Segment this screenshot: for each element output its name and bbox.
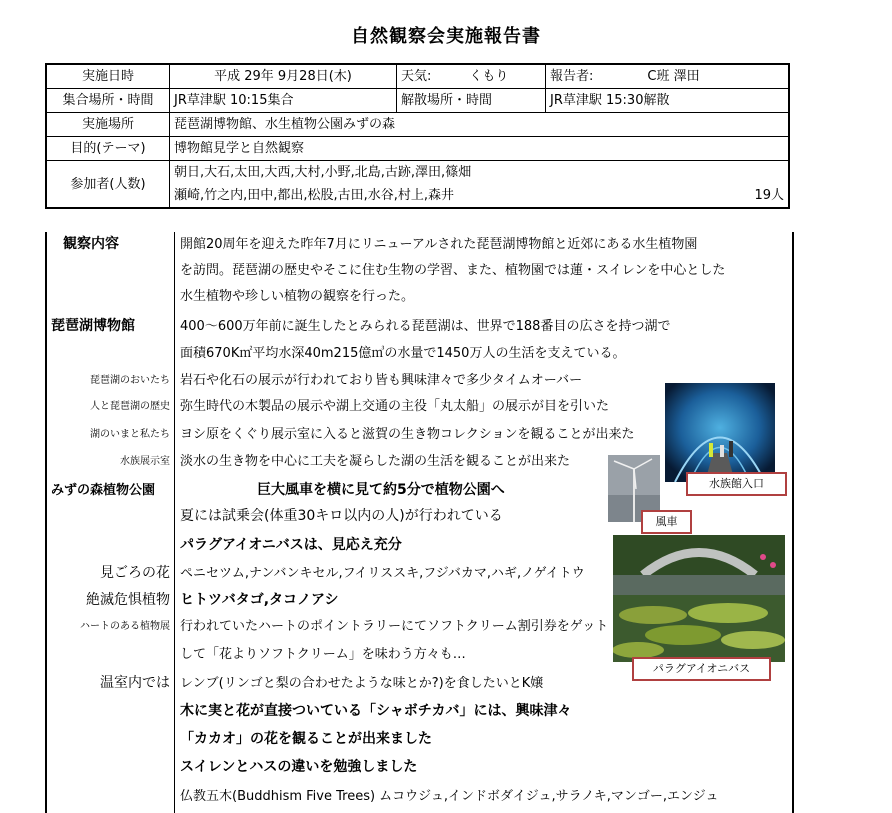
windmill-caption: 風車 bbox=[641, 510, 692, 534]
weather-cell bbox=[397, 64, 546, 89]
page-title: 自然観察会実施報告書 bbox=[351, 26, 541, 47]
lotus-caption: パラグアイオニバス bbox=[632, 657, 771, 681]
weather-value: くもり bbox=[469, 69, 509, 84]
exhibit-2-text: 弥生時代の木製品の展示や湖上交通の主役「丸太船」の展示が目を引いた bbox=[180, 399, 610, 414]
park-line-3: パラグアイオニバスは、見応え充分 bbox=[180, 537, 402, 553]
date-value: 平成 29年 9月28日(木) bbox=[170, 64, 397, 89]
dismiss-value: JR草津駅 15:30解散 bbox=[546, 89, 790, 113]
intro-line-3: 水生植物や珍しい植物の観察を行った。 bbox=[180, 289, 415, 304]
greenhouse-line-5: 仏教五木(Buddhism Five Trees) ムコウジュ,インドボダイジュ,サラノキ,マンゴー,エンジュ bbox=[180, 789, 719, 804]
aquarium-caption: 水族館入口 bbox=[686, 472, 787, 496]
heart-line-1: 行われていたハートのポイントラリーにてソフトクリーム割引券をゲット bbox=[180, 619, 609, 634]
participants-line-1: 朝日,大石,太田,大西,大村,小野,北島,古跡,澤田,篠畑 bbox=[174, 165, 472, 180]
participants-line-2: 瀬崎,竹之内,田中,都出,松股,古田,水谷,村上,森井 bbox=[174, 188, 455, 203]
place-label: 実施場所 bbox=[46, 113, 170, 137]
observation-label: 観察内容 bbox=[63, 236, 119, 252]
participants-label: 参加者(人数) bbox=[46, 161, 170, 209]
intro-line-2: を訪問。琵琶湖の歴史やそこに住む生物の学習、また、植物園では蓮・スイレンを中心とした bbox=[180, 263, 726, 278]
reporter-cell bbox=[546, 64, 790, 89]
exhibit-1-label: 琵琶湖のおいたち bbox=[90, 375, 170, 386]
report-header-table bbox=[45, 63, 790, 209]
participants-cell bbox=[170, 161, 790, 209]
aquarium-photo bbox=[665, 383, 775, 482]
meet-label: 集合場所・時間 bbox=[46, 89, 170, 113]
exhibit-3-label: 湖のいまと私たち bbox=[90, 429, 170, 440]
greenhouse-label: 温室内では bbox=[100, 675, 170, 691]
heart-line-2: して「花よりソフトクリーム」を味わう方々も… bbox=[180, 647, 466, 662]
exhibit-3-text: ヨシ原をくぐり展示室に入ると滋賀の生き物コレクションを観ることが出来た bbox=[180, 427, 635, 442]
weather-label: 天気: bbox=[401, 69, 432, 84]
date-label: 実施日時 bbox=[46, 64, 170, 89]
heart-label: ハートのある植物展 bbox=[80, 621, 170, 632]
lotus-photo bbox=[613, 535, 785, 662]
greenhouse-line-1: レンブ(リンゴと梨の合わせたような味とか?)を食したいとK嬢 bbox=[180, 676, 544, 691]
flower-label: 見ごろの花 bbox=[100, 565, 170, 581]
endangered-label: 絶滅危惧植物 bbox=[86, 592, 170, 608]
reporter-label: 報告者: bbox=[550, 69, 594, 84]
museum-line-2: 面積670K㎡平均水深40m215億㎥の水量で1450万人の生活を支えている。 bbox=[180, 346, 626, 361]
exhibit-4-text: 淡水の生き物を中心に工夫を凝らした湖の生活を観ることが出来た bbox=[180, 454, 571, 469]
greenhouse-line-4: スイレンとハスの違いを勉強しました bbox=[180, 759, 418, 775]
park-line-1: 巨大風車を横に見て約5分で植物公園へ bbox=[257, 482, 505, 498]
greenhouse-line-2: 木に実と花が直接ついている「シャボチカバ」には、興味津々 bbox=[180, 703, 572, 719]
meet-value: JR草津駅 10:15集合 bbox=[170, 89, 397, 113]
park-line-2: 夏には試乗会(体重30キロ以内の人)が行われている bbox=[180, 508, 503, 524]
exhibit-1-text: 岩石や化石の展示が行われており皆も興味津々で多少タイムオーバー bbox=[180, 373, 583, 388]
museum-line-1: 400〜600万年前に誕生したとみられる琵琶湖は、世界で188番目の広さを持つ湖で bbox=[180, 319, 671, 334]
exhibit-2-label: 人と琵琶湖の歴史 bbox=[90, 401, 170, 412]
exhibit-4-label: 水族展示室 bbox=[120, 456, 170, 467]
place-value: 琵琶湖博物館、水生植物公園みずの森 bbox=[170, 113, 790, 137]
purpose-label: 目的(テーマ) bbox=[46, 137, 170, 161]
endangered-text: ヒトツバタゴ,タコノアシ bbox=[180, 592, 339, 608]
purpose-value: 博物館見学と自然観察 bbox=[170, 137, 790, 161]
greenhouse-line-3: 「カカオ」の花を観ることが出来ました bbox=[180, 731, 432, 747]
reporter-value: C班 澤田 bbox=[647, 69, 700, 84]
flower-text: ペニセツム,ナンバンキセル,フイリススキ,フジバカマ,ハギ,ノゲイトウ bbox=[180, 566, 585, 581]
dismiss-label: 解散場所・時間 bbox=[397, 89, 546, 113]
participants-count: 19人 bbox=[754, 188, 784, 203]
park-label: みずの森植物公園 bbox=[51, 483, 156, 498]
museum-label: 琵琶湖博物館 bbox=[51, 318, 135, 334]
intro-line-1: 開館20周年を迎えた昨年7月にリニューアルされた琵琶湖博物館と近郊にある水生植物園 bbox=[180, 237, 698, 252]
